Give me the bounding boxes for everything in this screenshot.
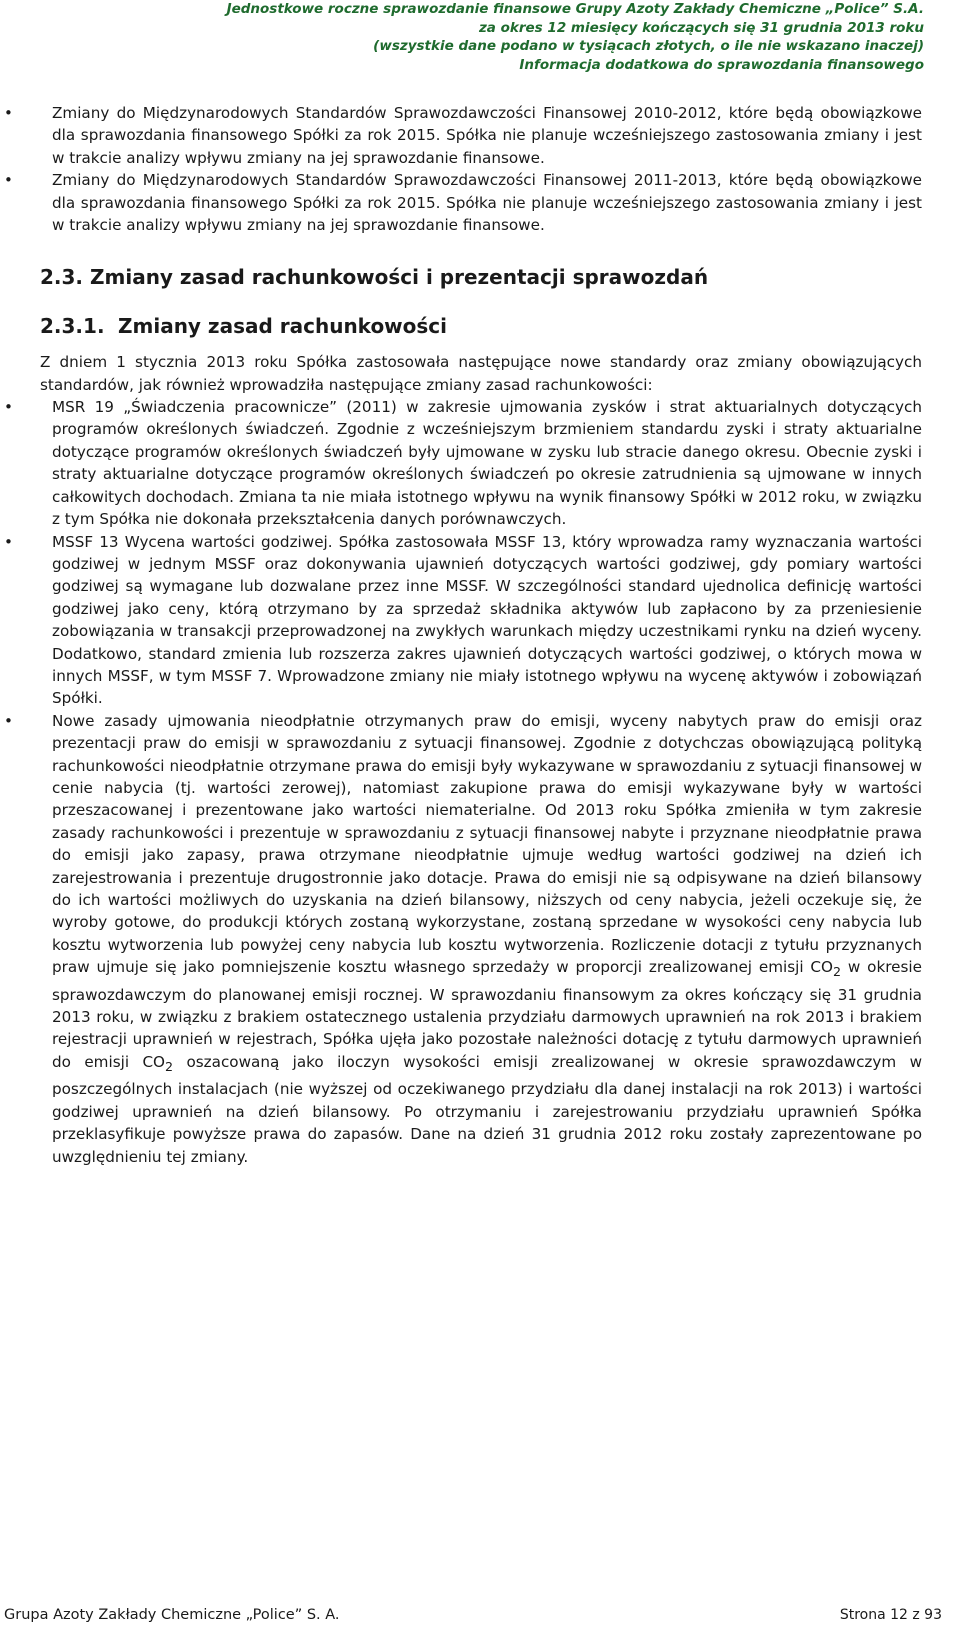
list-item: • Zmiany do Międzynarodowych Standardów Sprawozdawczości Finansowej 2011-2013, które będą obowiązkowe dla sprawozdania finansowego Spółki za rok 2015. Spółka nie planuje wcześniejszego zastosowania zmiany i jest w trakcie analizy wpływu zmiany na jej sprawozdanie finansowe. xyxy=(40,169,922,236)
section-title: Zmiany zasad rachunkowości i prezentacji sprawozdań xyxy=(90,265,709,290)
footer-company: Grupa Azoty Zakłady Chemiczne „Police” S. A. xyxy=(4,1607,340,1623)
list-item: • MSR 19 „Świadczenia pracownicze” (2011) w zakresie ujmowania zysków i strat aktuarialnych dotyczących programów określonych świadczeń. Zgodnie z wcześniejszym brzmieniem standardu zyski i straty aktuarialne dotyczące programów określonych świadczeń były ujmowane w zysku lub stracie danego okresu. Obecnie zyski i straty aktuarialne dotyczące programów określonych świadczeń po okresie zatrudnienia są ujmowane w innych całkowitych dochodach. Zmiana ta nie miała istotnego wpływu na wynik finansowy Spółki w 2012 roku, w związku z tym Spółka nie dokonała przekształcenia danych porównawczych. xyxy=(40,396,922,530)
subsection-title: Zmiany zasad rachunkowości xyxy=(118,313,448,338)
emission-text-part1: Nowe zasady ujmowania nieodpłatnie otrzymanych praw do emisji, wyceny nabytych praw do emisji oraz prezentacji praw do emisji w sprawozdaniu z sytuacji finansowej. Zgodnie z dotychczas obowiązującą polityką rachunkowości nieodpłatnie otrzymane prawa do emisji były wykazywane w sprawozdaniu z sytuacji finansowej w cenie nabycia (tj. wartości zerowej), natomiast zakupione prawa do emisji wykazywane były w wartości przeszacowanej i prezentowane jako wartości niematerialne. Od 2013 roku Spółka zmieniła w tym zakresie zasady rachunkowości i prezentuje w sprawozdaniu z sytuacji finansowej nabyte i przyznane nieodpłatnie prawa do emisji jako zapasy, prawa otrzymane nieodpłatnie ujmuje według wartości godziwej na dzień ich zarejestrowania i prezentuje drugostronnie jako dotacje. Prawa do emisji nie są odpisywane na dzień bilansowy do ich wartości możliwych do uzyskania na dzień bilansowy, niższych od ceny nabycia, jeżeli oczekuje się, że wyroby gotowe, do produkcji których zostaną wykorzystane, zostaną sprzedane w wysokości ceny nabycia lub kosztu wytworzenia lub powyżej ceny nabycia lub kosztu wytworzenia. Rozliczenie dotacji z tytułu przyznanych praw ujmuje się jako pomniejszenie kosztu własnego sprzedaży w proporcji zrealizowanej emisji CO xyxy=(52,711,922,977)
co2-subscript: 2 xyxy=(165,1058,174,1074)
co2-subscript: 2 xyxy=(832,964,842,980)
emission-rights-item xyxy=(40,710,922,1168)
intro-paragraph: Z dniem 1 stycznia 2013 roku Spółka zastosowała następujące nowe standardy oraz zmiany obowiązujących standardów, jak również wprowadziła następujące zmiany zasad rachunkowości: xyxy=(40,353,922,394)
page-header xyxy=(24,0,924,74)
emission-text-part3: oszacowaną jako iloczyn wysokości emisji zrealizowanej w okresie sprawozdawczym w poszczególnych instalacjach (nie wyższej od oczekiwanego przydziału dla danej instalacji na rok 2013) i wartości godziwej uprawnień na dzień bilansowy. Po otrzymaniu i zarejestrowaniu przydziału uprawnień Spółka przeklasyfikuje powyższe prawa do zapasów. Dane na dzień 31 grudnia 2012 roku zostały zaprezentowane po uwzględnieniu tej zmiany. xyxy=(52,1052,922,1166)
section-number: 2.3. xyxy=(40,265,84,290)
list-item: • Zmiany do Międzynarodowych Standardów Sprawozdawczości Finansowej 2010-2012, które będą obowiązkowe dla sprawozdania finansowego Spółki za rok 2015. Spółka nie planuje wcześniejszego zastosowania zmiany i jest w trakcie analizy wpływu zmiany na jej sprawozdanie finansowe. xyxy=(40,102,922,169)
header-units-note: (wszystkie dane podano w tysiącach złotych, o ile nie wskazano inaczej) xyxy=(373,38,924,54)
footer-page-number: Strona 12 z 93 xyxy=(839,1607,942,1623)
header-report-title: Jednostkowe roczne sprawozdanie finansowe Grupy Azoty Zakłady Chemiczne „Police” S.A. xyxy=(226,1,924,17)
accounting-changes-list xyxy=(40,396,922,1168)
subsection-number: 2.3.1. xyxy=(40,313,105,338)
subsection-heading xyxy=(40,315,922,337)
page-content xyxy=(40,102,922,1168)
emission-text-part2: w okresie sprawozdawczym do planowanej emisji rocznej. W sprawozdaniu finansowym za okres kończący się 31 grudnia 2013 roku, w związku z brakiem ostatecznego ustalenia przydziału darmowych uprawnień na rok 2013 i brakiem rejestracji uprawnień w rejestrach, Spółka ujęła jako pozostałe należności dotację z tytułu darmowych uprawnień do emisji CO xyxy=(52,958,922,1071)
header-period: za okres 12 miesięcy kończących się 31 grudnia 2013 roku xyxy=(478,19,924,36)
list-item: • MSSF 13 Wycena wartości godziwej. Spółka zastosowała MSSF 13, który wprowadza ramy wyznaczania wartości godziwej w jednym MSSF oraz dokonywania ujawnień dotyczących wartości godziwej, gdy pomiary wartości godziwej są wymagane lub dozwalane przez inne MSSF. W szczególności standard ujednolica definicję wartości godziwej jako ceny, którą otrzymano by za sprzedaż składnika aktywów lub zapłacono by za przeniesienie zobowiązania w transakcji przeprowadzonej na zwykłych warunkach między uczestnikami rynku na dzień wyceny. Dodatkowo, standard zmienia lub rozszerza zakres ujawnień dotyczących wartości godziwej, o których mowa w innych MSSF, w tym MSSF 7. Wprowadzone zmiany nie miały istotnego wpływu na wycenę aktywów i zobowiązań Spółki. xyxy=(40,531,922,710)
section-heading xyxy=(40,266,922,288)
standards-changes-list xyxy=(40,102,922,236)
header-section-name: Informacja dodatkowa do sprawozdania finansowego xyxy=(519,56,924,73)
